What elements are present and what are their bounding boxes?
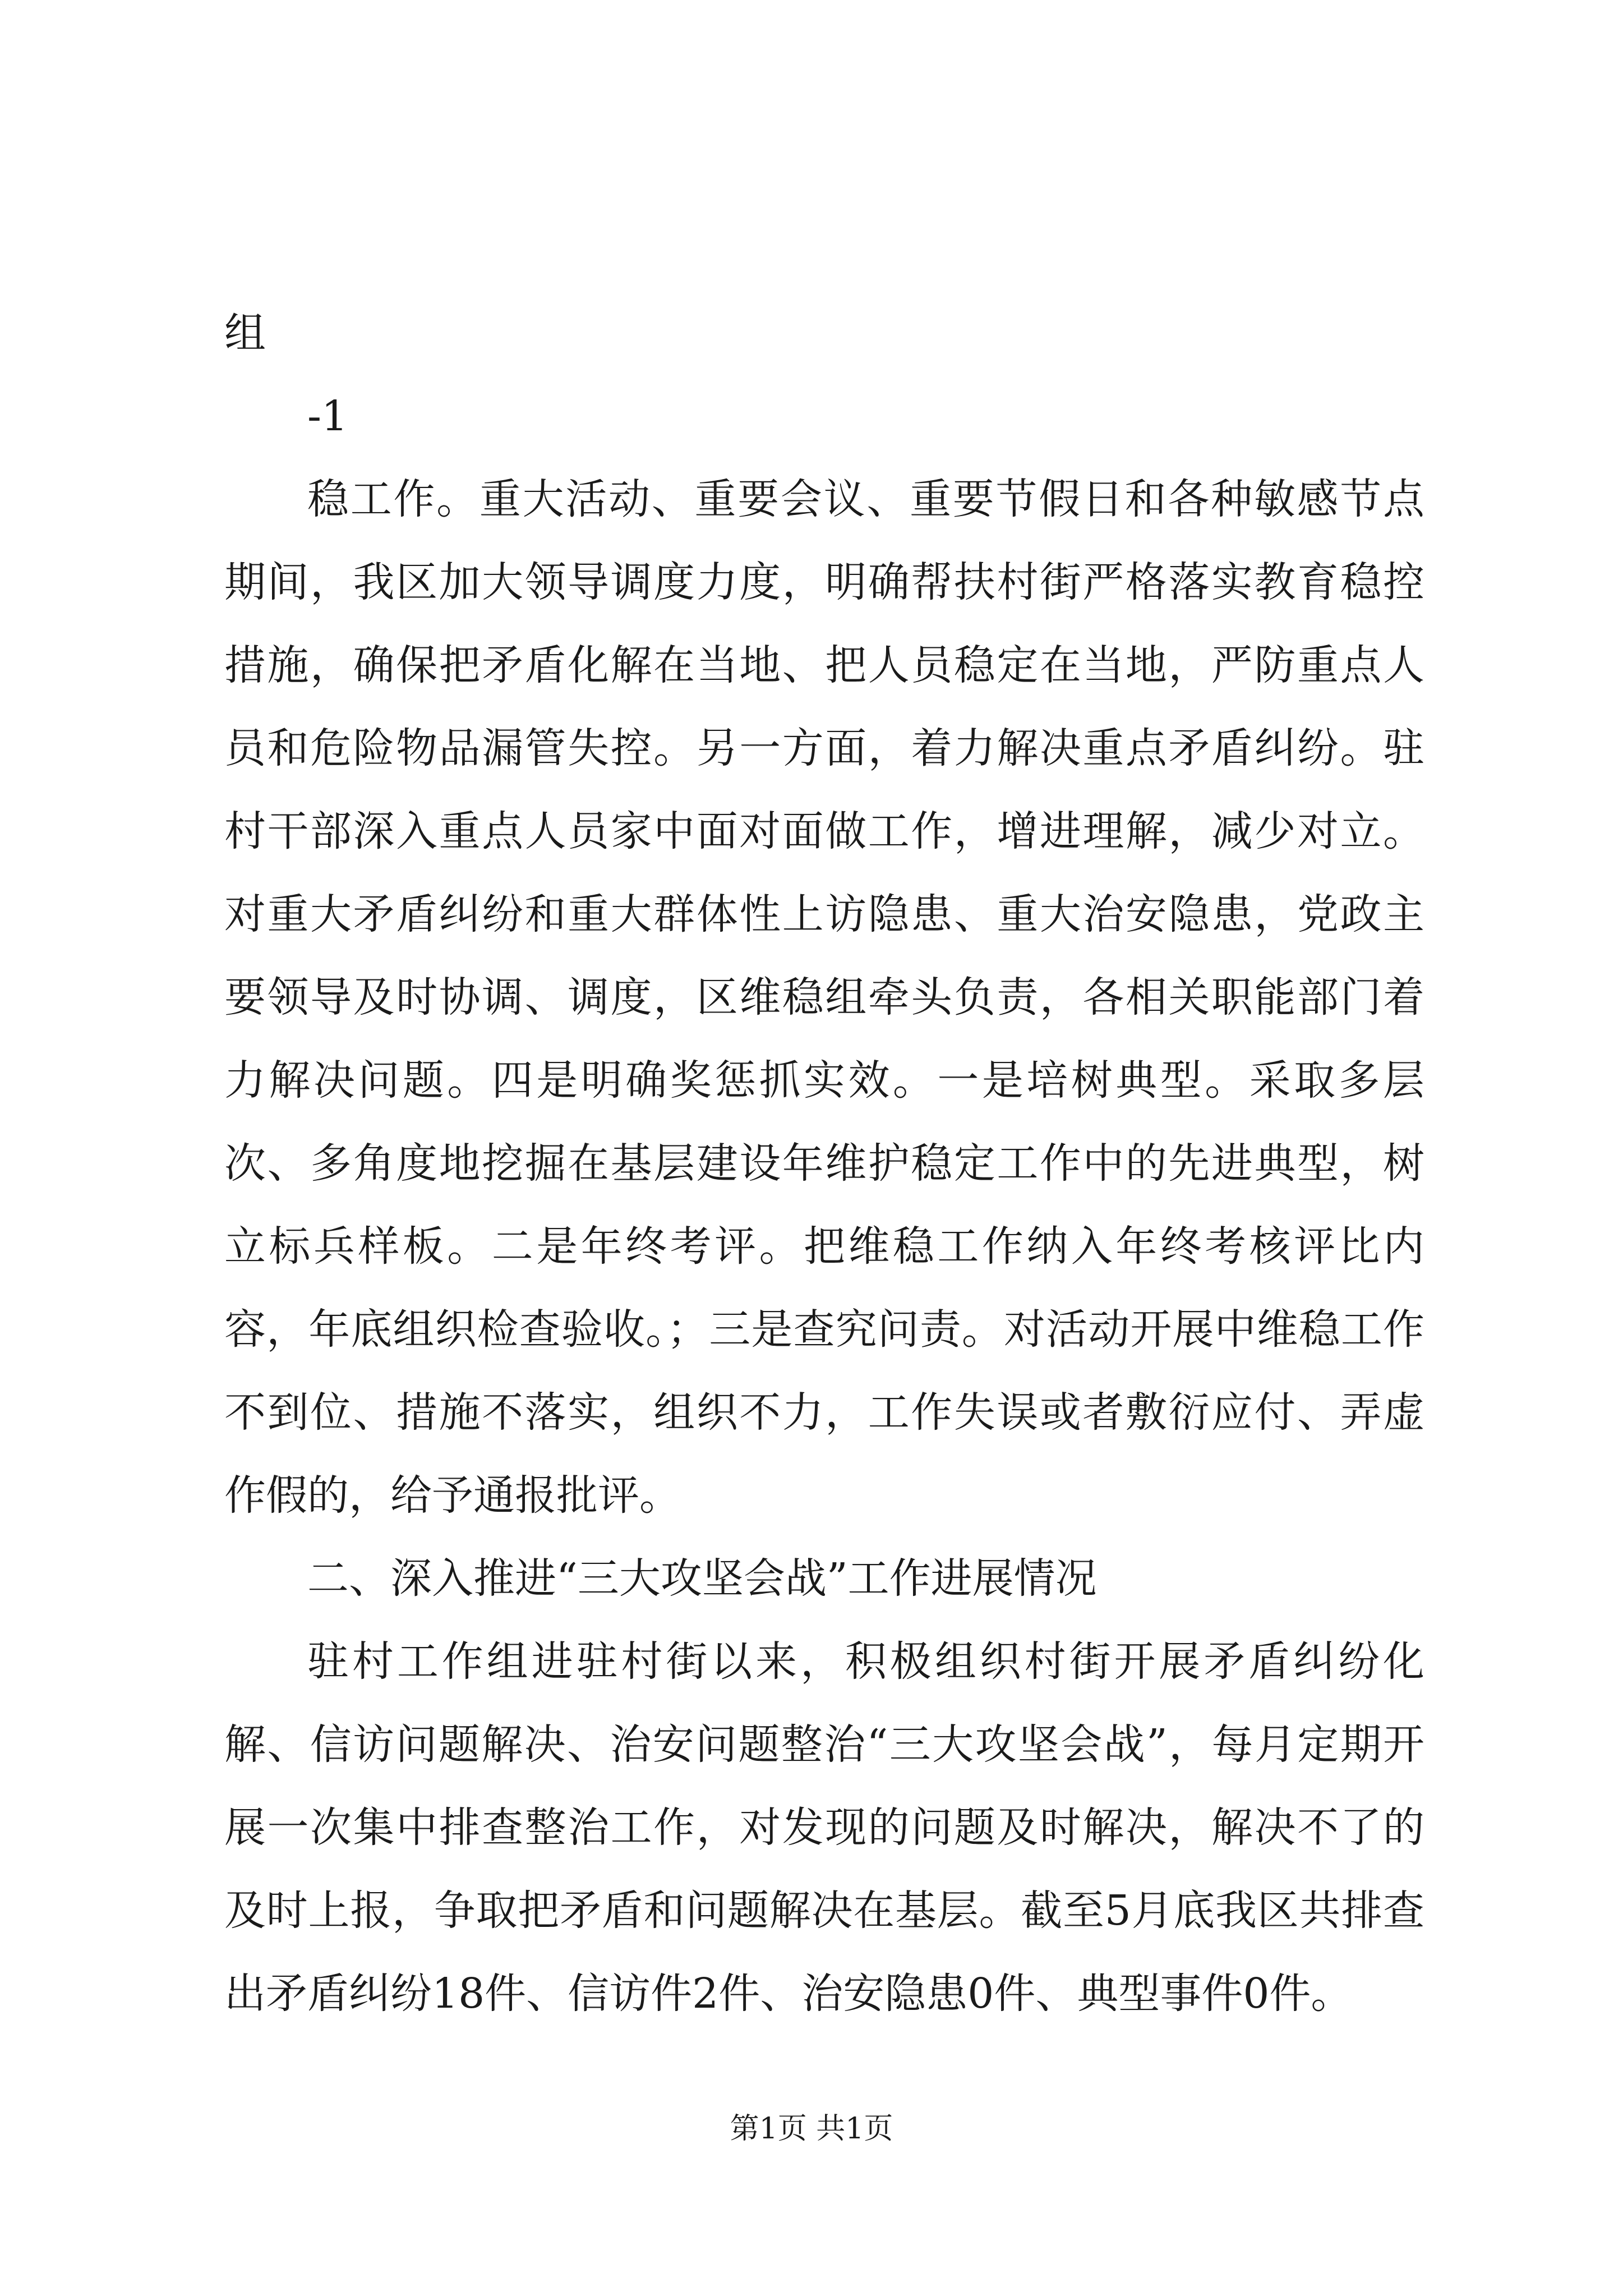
page-footer: 第1页 共1页	[730, 2112, 893, 2146]
section-heading: 二、深入推进“三大攻坚会战”工作进展情况	[307, 1554, 1097, 1603]
body-paragraph-stability: 稳工作。重大活动、重要会议、重要节假日和各种敏感节点期间，我区加大领导调度力度，明确帮扶村街严格落实教育稳控措施，确保把矛盾化解在当地、把人员稳定在当地，严防重点人员和危险物品漏管失控。另一方面，着力解决重点矛盾纠纷。驻村干部深入重点人员家中面对面做工作，增进理解，减少对立。对重大矛盾纠纷和重大群体性上访隐患、重大治安隐患，党政主要领导及时协调、调度，区维稳组牵头负责，各相关职能部门着力解决问题。四是明确奖惩抓实效。一是培树典型。采取多层次、多角度地挖掘在基层建设年维护稳定工作中的先进典型，树立标兵样板。二是年终考评。把维稳工作纳入年终考核评比内容，年底组织检查验收。；三是查究问责。对活动开展中维稳工作不到位、措施不落实，组织不力，工作失误或者敷衍应付、弄虚作假的，给予通报批评。	[224, 475, 1424, 1520]
fragment-heading: 组	[224, 309, 266, 357]
page-number-fragment: -1	[307, 392, 348, 440]
body-paragraph-progress: 驻村工作组进驻村街以来，积极组织村街开展矛盾纠纷化解、信访问题解决、治安问题整治“三大攻坚会战”，每月定期开展一次集中排查整治工作，对发现的问题及时解决，解决不了的及时上报，争取把矛盾和问题解决在基层。截至5月底我区共排查出矛盾纠纷18件、信访件2件、治安隐患0件、典型事件0件。	[224, 1637, 1424, 2018]
document-body	[224, 292, 1424, 2035]
